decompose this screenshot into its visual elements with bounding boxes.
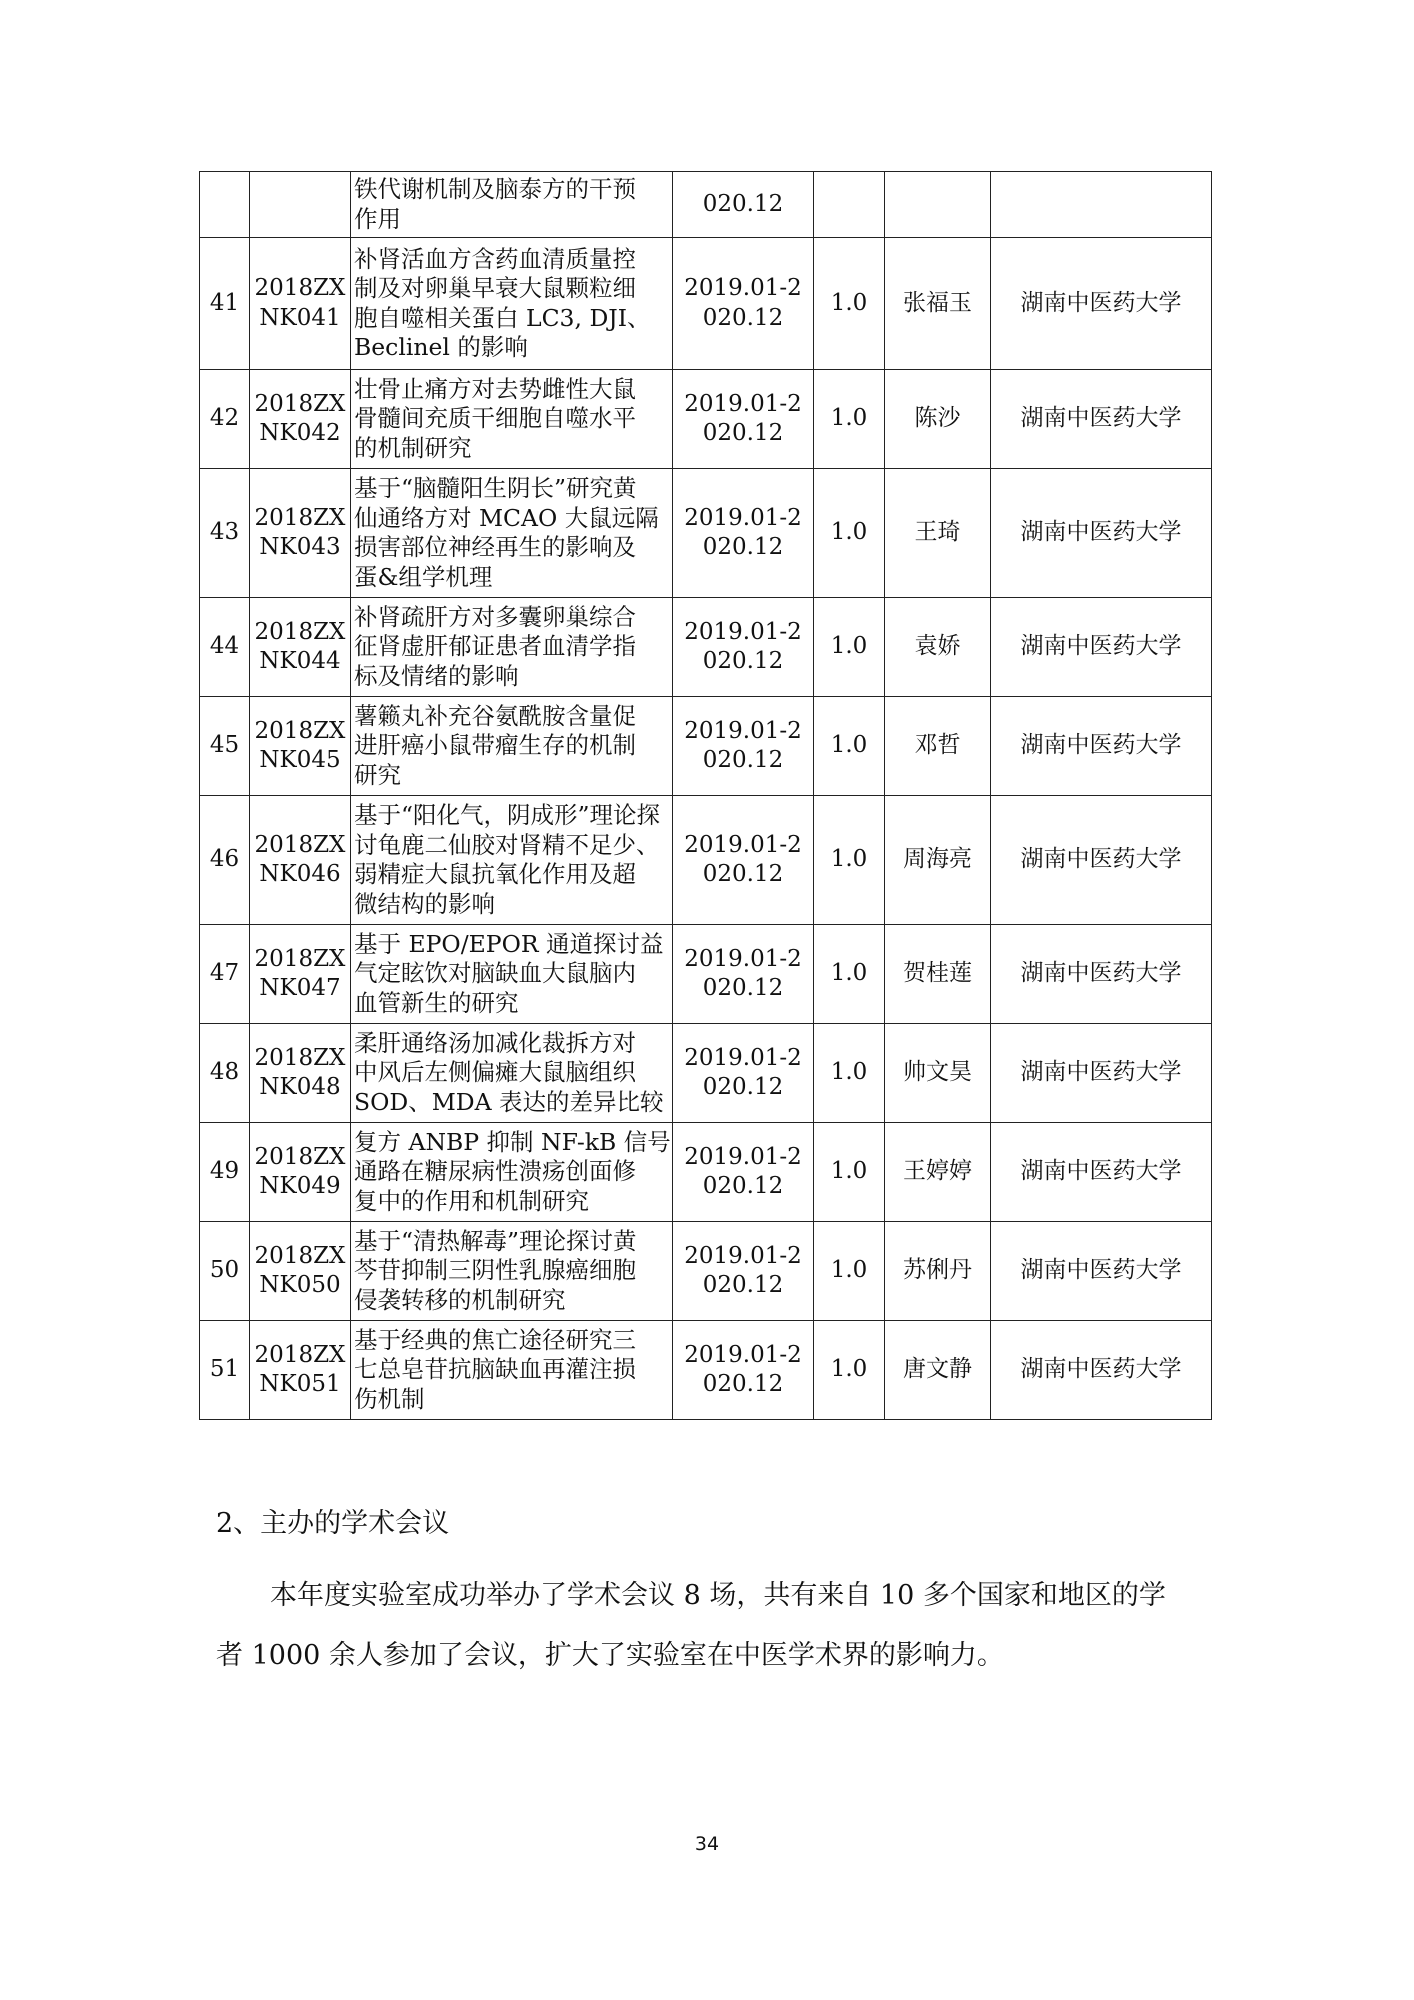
table-row <box>200 370 1212 469</box>
project-title-cell <box>351 1123 673 1222</box>
project-code-cell <box>250 1222 351 1321</box>
table-row <box>200 1321 1212 1420</box>
project-code-cell <box>250 370 351 469</box>
funding-cell: 1.0 <box>814 469 885 598</box>
project-title-cell-line: 伤机制 <box>354 1384 425 1413</box>
project-period-cell-line: 2019.01-2 <box>684 945 802 972</box>
project-title-cell-line: 气定眩饮对脑缺血大鼠脑内 <box>354 959 636 988</box>
paragraph-line: 者 1000 余人参加了会议，扩大了实验室在中医学术界的影响力。 <box>216 1640 1004 1671</box>
project-period-cell <box>673 238 814 370</box>
project-code-cell <box>250 598 351 697</box>
project-code-cell-line: NK045 <box>259 747 341 773</box>
project-title-cell-line: 基于“脑髓阳生阴长”研究黄 <box>354 474 637 502</box>
leader-cell: 张福玉 <box>885 238 991 370</box>
project-title-cell-line: 制及对卵巢早衰大鼠颗粒细 <box>354 274 636 302</box>
leader-cell: 王婷婷 <box>885 1123 991 1222</box>
row-number-cell <box>200 172 250 238</box>
project-title-cell <box>351 598 673 697</box>
project-period-cell-line: 020.12 <box>702 975 784 1001</box>
project-period-cell <box>673 796 814 925</box>
project-title-cell-line: 薯籁丸补充谷氨酰胺含量促 <box>354 701 636 730</box>
project-code-cell-line: NK051 <box>259 1371 341 1397</box>
project-title-cell-line: 基于“清热解毒”理论探讨黄 <box>354 1226 637 1255</box>
project-code-cell-line: 2018ZX <box>254 504 346 531</box>
institution-cell: 湖南中医药大学 <box>991 1024 1212 1123</box>
table-row <box>200 598 1212 697</box>
funding-cell: 1.0 <box>814 238 885 370</box>
project-code-cell <box>250 1123 351 1222</box>
project-code-cell-line: NK041 <box>259 304 341 331</box>
row-number-cell: 48 <box>200 1024 250 1123</box>
page-number: 34 <box>694 1833 720 1855</box>
leader-cell: 贺桂莲 <box>885 925 991 1024</box>
project-code-cell-line: NK050 <box>259 1272 341 1298</box>
project-period-cell-line: 020.12 <box>702 861 784 887</box>
project-period-cell-line: 2019.01-2 <box>684 1341 802 1368</box>
project-code-cell-line: 2018ZX <box>254 618 346 645</box>
leader-cell: 周海亮 <box>885 796 991 925</box>
project-code-cell-line: 2018ZX <box>254 717 346 744</box>
project-title-cell-line: 进肝癌小鼠带瘤生存的机制 <box>354 731 636 760</box>
project-title-cell-line: 弱精症大鼠抗氧化作用及超 <box>354 860 636 888</box>
institution-cell: 湖南中医药大学 <box>991 370 1212 469</box>
project-title-cell-line: 侵袭转移的机制研究 <box>354 1285 566 1314</box>
leader-cell: 王琦 <box>885 469 991 598</box>
project-title-cell-line: 补肾活血方含药血清质量控 <box>354 244 636 273</box>
project-period-cell <box>673 1321 814 1420</box>
project-title-cell-line: 补肾疏肝方对多囊卵巢综合 <box>354 602 636 631</box>
table-row <box>200 172 1212 238</box>
project-title-cell <box>351 697 673 796</box>
institution-cell: 湖南中医药大学 <box>991 598 1212 697</box>
project-title-cell-line: 胞自噬相关蛋白 LC3, DJI、 <box>354 303 651 332</box>
project-period-cell <box>673 370 814 469</box>
project-title-cell <box>351 370 673 469</box>
project-title-cell-line: 研究 <box>354 760 401 789</box>
table-row <box>200 1222 1212 1321</box>
project-code-cell <box>250 1024 351 1123</box>
project-period-cell <box>673 1123 814 1222</box>
project-period-cell-line: 020.12 <box>702 1074 784 1100</box>
project-code-cell <box>250 925 351 1024</box>
project-period-cell <box>673 469 814 598</box>
project-period-cell-line: 020.12 <box>702 1173 784 1199</box>
row-number-cell: 49 <box>200 1123 250 1222</box>
project-period-cell <box>673 925 814 1024</box>
institution-cell: 湖南中医药大学 <box>991 1321 1212 1420</box>
funding-cell: 1.0 <box>814 697 885 796</box>
funding-cell: 1.0 <box>814 370 885 469</box>
table-row <box>200 796 1212 925</box>
institution-cell: 湖南中医药大学 <box>991 238 1212 370</box>
table-row <box>200 469 1212 598</box>
project-period-cell <box>673 1024 814 1123</box>
project-period-cell-line: 2019.01-2 <box>684 1242 802 1269</box>
funding-cell <box>814 172 885 238</box>
project-title-cell-line: 中风后左侧偏瘫大鼠脑组织 <box>354 1058 636 1087</box>
project-period-cell-line: 020.12 <box>702 747 784 773</box>
project-title-cell <box>351 925 673 1024</box>
row-number-cell: 45 <box>200 697 250 796</box>
project-code-cell-line: NK047 <box>259 975 341 1001</box>
table-row <box>200 697 1212 796</box>
leader-cell: 唐文静 <box>885 1321 991 1420</box>
project-title-cell <box>351 238 673 370</box>
project-code-cell-line: 2018ZX <box>254 1044 346 1071</box>
project-title-cell-line: 基于 EPO/EPOR 通道探讨益 <box>354 929 664 958</box>
project-code-cell-line: NK048 <box>259 1074 341 1100</box>
project-code-cell-line: NK042 <box>259 420 341 446</box>
project-code-cell-line: 2018ZX <box>254 831 346 858</box>
project-title-cell-line: 仙通络方对 MCAO 大鼠远隔 <box>354 503 659 532</box>
institution-cell: 湖南中医药大学 <box>991 796 1212 925</box>
project-title-cell-line: 讨龟鹿二仙胶对肾精不足少、 <box>354 830 660 859</box>
project-period-cell-line: 020.12 <box>702 420 784 446</box>
leader-cell <box>885 172 991 238</box>
project-title-cell-line: 通路在糖尿病性溃疡创面修 <box>354 1157 636 1186</box>
row-number-cell: 51 <box>200 1321 250 1420</box>
project-title-cell <box>351 1321 673 1420</box>
funding-cell: 1.0 <box>814 1024 885 1123</box>
funding-cell: 1.0 <box>814 598 885 697</box>
funding-cell: 1.0 <box>814 1321 885 1420</box>
section-paragraph <box>216 1566 1212 1686</box>
project-title-cell-line: 复中的作用和机制研究 <box>354 1186 589 1215</box>
project-title-cell-line: 蛋&组学机理 <box>354 562 493 591</box>
project-title-cell-line: Beclinel 的影响 <box>354 333 528 361</box>
row-number-cell: 46 <box>200 796 250 925</box>
project-title-cell <box>351 796 673 925</box>
project-title-cell <box>351 469 673 598</box>
project-title-cell-line: SOD、MDA 表达的差异比较 <box>354 1087 664 1116</box>
project-period-cell-line: 020.12 <box>702 648 784 674</box>
project-period-cell <box>673 172 814 238</box>
project-period-cell-line: 2019.01-2 <box>684 1143 802 1170</box>
project-period-cell-line: 020.12 <box>702 304 784 331</box>
project-title-cell-line: 复方 ANBP 抑制 NF-kB 信号 <box>354 1127 671 1156</box>
project-title-cell-line: 作用 <box>354 204 401 233</box>
leader-cell: 邓哲 <box>885 697 991 796</box>
project-period-cell-line: 020.12 <box>702 534 784 560</box>
leader-cell: 帅文昊 <box>885 1024 991 1123</box>
project-period-cell-line: 2019.01-2 <box>684 618 802 645</box>
project-code-cell <box>250 796 351 925</box>
project-title-cell-line: 骨髓间充质干细胞自噬水平 <box>354 404 636 433</box>
project-title-cell-line: 柔肝通络汤加减化裁拆方对 <box>354 1028 636 1057</box>
project-period-cell-line: 2019.01-2 <box>684 1044 802 1071</box>
project-period-cell <box>673 598 814 697</box>
project-title-cell-line: 血管新生的研究 <box>354 988 519 1017</box>
leader-cell: 苏俐丹 <box>885 1222 991 1321</box>
project-period-cell-line: 2019.01-2 <box>684 717 802 744</box>
project-title-cell-line: 标及情绪的影响 <box>354 661 519 690</box>
project-period-cell-line: 020.12 <box>702 1371 784 1397</box>
project-period-cell-line: 2019.01-2 <box>684 504 802 531</box>
project-title-cell-line: 基于“阳化气，阴成形”理论探 <box>354 801 661 829</box>
project-code-cell <box>250 172 351 238</box>
project-code-cell <box>250 697 351 796</box>
project-table <box>199 171 1212 1420</box>
institution-cell: 湖南中医药大学 <box>991 925 1212 1024</box>
project-code-cell-line: 2018ZX <box>254 1341 346 1368</box>
project-code-cell-line: NK046 <box>259 861 341 887</box>
project-title-cell-line: 壮骨止痛方对去势雌性大鼠 <box>354 374 636 403</box>
institution-cell: 湖南中医药大学 <box>991 697 1212 796</box>
project-code-cell-line: NK044 <box>259 648 341 674</box>
funding-cell: 1.0 <box>814 1123 885 1222</box>
project-period-cell-line: 2019.01-2 <box>684 275 802 301</box>
leader-cell: 陈沙 <box>885 370 991 469</box>
project-title-cell-line: 损害部位神经再生的影响及 <box>354 533 636 561</box>
project-code-cell <box>250 1321 351 1420</box>
project-title-cell-line: 七总皂苷抗脑缺血再灌注损 <box>354 1355 636 1384</box>
project-code-cell-line: 2018ZX <box>254 1242 346 1269</box>
row-number-cell: 47 <box>200 925 250 1024</box>
project-code-cell-line: NK043 <box>259 534 341 560</box>
project-title-cell <box>351 172 673 238</box>
section-heading: 2、主办的学术会议 <box>216 1508 450 1539</box>
project-code-cell-line: 2018ZX <box>254 945 346 972</box>
project-title-cell-line: 的机制研究 <box>354 433 472 462</box>
row-number-cell: 50 <box>200 1222 250 1321</box>
project-code-cell-line: NK049 <box>259 1173 341 1199</box>
project-period-cell-line: 2019.01-2 <box>684 390 802 417</box>
project-title-cell-line: 铁代谢机制及脑泰方的干预 <box>354 175 636 203</box>
project-period-cell <box>673 697 814 796</box>
project-title-cell <box>351 1024 673 1123</box>
table-row <box>200 1024 1212 1123</box>
project-code-cell-line: 2018ZX <box>254 390 346 417</box>
row-number-cell: 43 <box>200 469 250 598</box>
project-period-cell-line: 2019.01-2 <box>684 831 802 858</box>
institution-cell: 湖南中医药大学 <box>991 1123 1212 1222</box>
leader-cell: 袁娇 <box>885 598 991 697</box>
table-row <box>200 925 1212 1024</box>
project-period-cell-line: 020.12 <box>702 190 784 217</box>
institution-cell: 湖南中医药大学 <box>991 1222 1212 1321</box>
funding-cell: 1.0 <box>814 796 885 925</box>
institution-cell: 湖南中医药大学 <box>991 469 1212 598</box>
project-title-cell-line: 微结构的影响 <box>354 889 495 918</box>
funding-cell: 1.0 <box>814 925 885 1024</box>
project-title-cell <box>351 1222 673 1321</box>
project-period-cell <box>673 1222 814 1321</box>
project-code-cell <box>250 469 351 598</box>
project-period-cell-line: 020.12 <box>702 1272 784 1298</box>
row-number-cell: 42 <box>200 370 250 469</box>
project-code-cell-line: 2018ZX <box>254 1143 346 1170</box>
funding-cell: 1.0 <box>814 1222 885 1321</box>
institution-cell <box>991 172 1212 238</box>
project-code-cell-line: 2018ZX <box>254 275 346 301</box>
paragraph-line: 本年度实验室成功举办了学术会议 8 场，共有来自 10 多个国家和地区的学 <box>270 1580 1166 1611</box>
table-row <box>200 238 1212 370</box>
project-title-cell-line: 基于经典的焦亡途径研究三 <box>354 1325 636 1354</box>
row-number-cell: 44 <box>200 598 250 697</box>
project-title-cell-line: 芩苷抑制三阴性乳腺癌细胞 <box>354 1256 636 1285</box>
row-number-cell: 41 <box>200 238 250 370</box>
project-title-cell-line: 征肾虚肝郁证患者血清学指 <box>354 632 636 661</box>
project-code-cell <box>250 238 351 370</box>
table-row <box>200 1123 1212 1222</box>
